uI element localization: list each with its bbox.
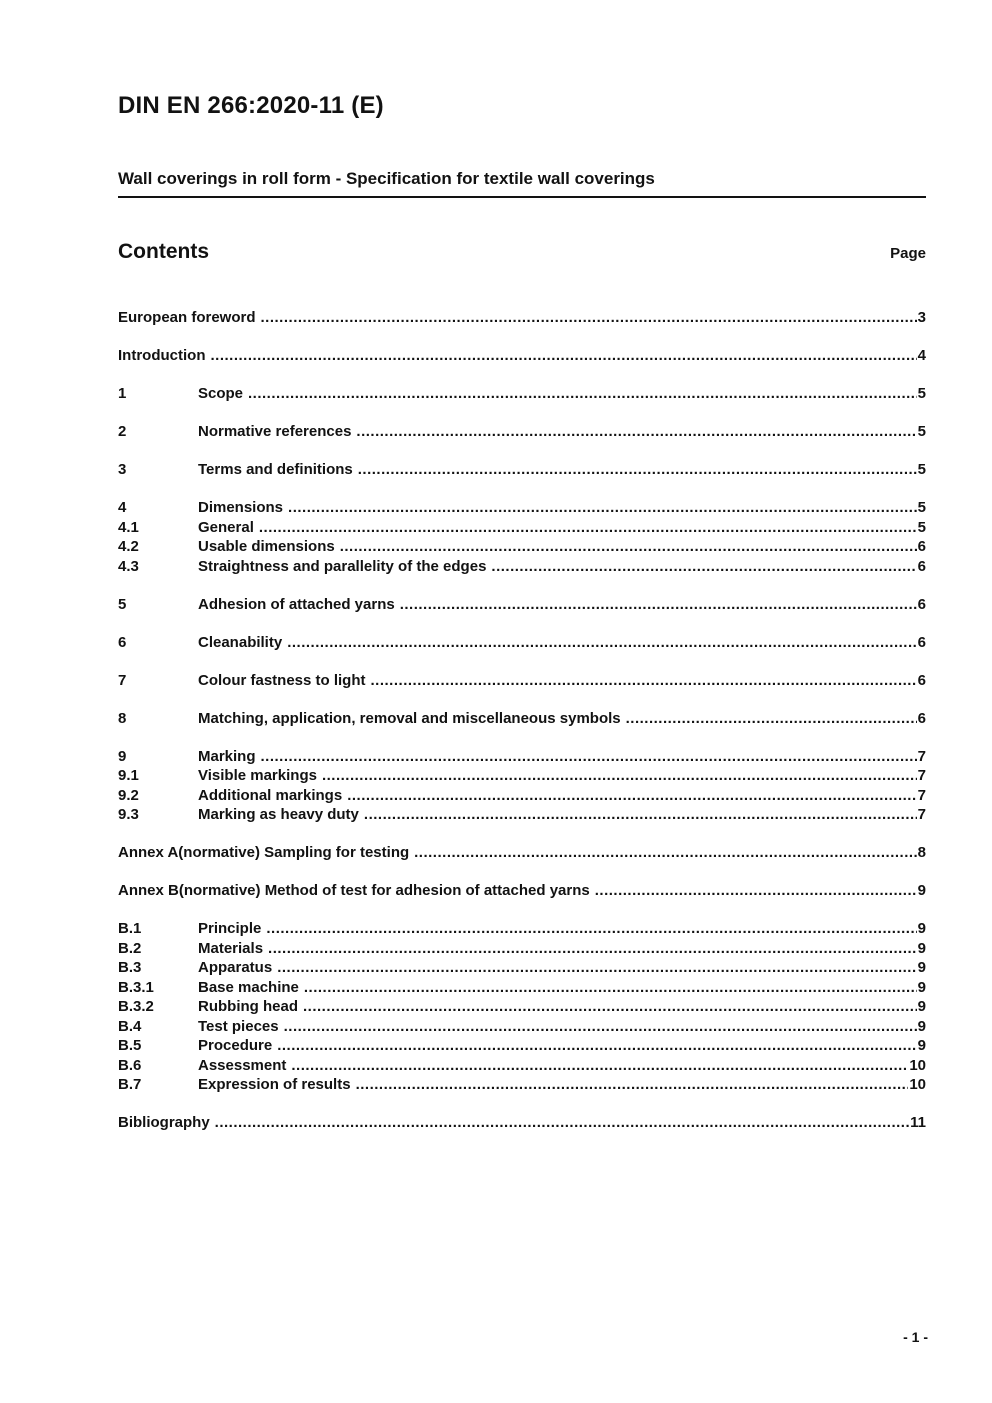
toc-leader-dots — [347, 786, 916, 806]
toc-entry-page: 6 — [917, 633, 926, 651]
toc-group — [118, 633, 926, 653]
toc-entry-label: Visible markings — [198, 767, 317, 784]
toc-entry-label: Terms and definitions — [198, 461, 353, 478]
toc-entry-number: 1 — [118, 385, 127, 402]
toc-entry — [118, 978, 926, 998]
toc-entry-page: 4 — [917, 347, 926, 364]
toc-entry-page: 6 — [917, 557, 926, 575]
toc-leader-dots — [248, 384, 917, 404]
toc-entry-label: Annex B(normative) Method of test for adhesion of attached yarns — [118, 882, 590, 899]
page-column-label: Page — [890, 245, 926, 262]
toc-entry-number: 6 — [118, 633, 127, 651]
toc-leader-dots — [364, 805, 917, 825]
toc-entry-number: B.3.1 — [118, 978, 154, 996]
toc-entry — [118, 308, 926, 328]
toc-entry-label: Adhesion of attached yarns — [198, 595, 395, 613]
toc-entry-label: Rubbing head — [198, 998, 298, 1015]
toc-entry-label: Usable dimensions — [198, 538, 335, 555]
toc-leader-dots — [491, 557, 916, 577]
toc-entry-label: Matching, application, removal and miscellaneous symbols — [198, 709, 621, 727]
toc-entry — [118, 498, 926, 518]
toc-entry-page: 5 — [917, 499, 926, 516]
toc-entry-number: B.6 — [118, 1056, 142, 1074]
toc-group — [118, 709, 926, 729]
toc-leader-dots — [259, 518, 917, 538]
toc-entry — [118, 805, 926, 825]
toc-group — [118, 843, 926, 863]
toc-entry — [118, 1113, 926, 1133]
toc-leader-dots — [266, 919, 916, 939]
toc-group — [118, 747, 926, 825]
toc-entry — [118, 1017, 926, 1037]
toc-entry-label: Introduction — [118, 347, 206, 364]
toc-entry-label: Colour fastness to light — [198, 671, 366, 689]
toc-entry-page: 9 — [917, 959, 926, 976]
toc-entry-label: Additional markings — [198, 786, 343, 804]
toc-entry-page: 9 — [917, 998, 926, 1015]
toc-entry-label: Materials — [198, 939, 264, 957]
toc-entry — [118, 346, 926, 366]
toc-entry-page: 9 — [917, 1017, 926, 1035]
toc-entry-number: 7 — [118, 671, 127, 689]
toc-entry-label: Assessment — [198, 1056, 287, 1074]
toc-entry-page: 5 — [917, 518, 926, 536]
toc-entry-number: 4.2 — [118, 538, 139, 555]
toc-group — [118, 919, 926, 1095]
toc-entry — [118, 766, 926, 786]
toc-entry — [118, 709, 926, 729]
toc-entry-number: 3 — [118, 461, 127, 478]
toc-leader-dots — [287, 633, 916, 653]
toc-entry-label: Scope — [198, 385, 244, 402]
toc-group — [118, 422, 926, 442]
toc-entry — [118, 958, 926, 978]
toc-leader-dots — [261, 747, 917, 767]
toc-entry-number: 4.3 — [118, 557, 139, 575]
toc-leader-dots — [371, 671, 917, 691]
toc-entry-label: Bibliography — [118, 1114, 210, 1131]
toc-leader-dots — [288, 498, 917, 518]
page-footer — [903, 1329, 928, 1345]
toc-entry-page: 6 — [917, 538, 926, 555]
toc-entry — [118, 460, 926, 480]
toc-entry-page: 7 — [917, 747, 926, 765]
toc-leader-dots — [414, 843, 917, 863]
toc-leader-dots — [304, 978, 917, 998]
toc-entry-page: 7 — [917, 806, 926, 823]
toc-entry-number: B.3.2 — [118, 998, 154, 1015]
toc-entry-page: 9 — [917, 882, 926, 899]
toc-entry-page: 9 — [917, 978, 926, 996]
toc-entry-label: Test pieces — [198, 1017, 279, 1035]
toc-entry-label: Procedure — [198, 1037, 273, 1054]
toc-entry-page: 7 — [917, 786, 926, 804]
toc-entry-page: 11 — [910, 1114, 926, 1131]
toc-entry-page: 5 — [917, 423, 926, 440]
toc-entry-page: 6 — [917, 595, 926, 613]
toc-entry-page: 5 — [917, 461, 926, 478]
toc-entry — [118, 881, 926, 901]
toc-entry-label: Apparatus — [198, 959, 273, 976]
toc-entry-page: 6 — [917, 709, 926, 727]
toc-leader-dots — [210, 346, 916, 366]
toc-group — [118, 308, 926, 328]
toc-entry — [118, 384, 926, 404]
toc-entry-page: 7 — [917, 767, 926, 784]
toc-entry-label: General — [198, 518, 254, 536]
toc-entry — [118, 422, 926, 442]
toc-entry — [118, 1075, 926, 1095]
toc-leader-dots — [291, 1056, 908, 1076]
toc-group — [118, 1113, 926, 1133]
toc-entry-label: European foreword — [118, 309, 256, 326]
toc-group — [118, 346, 926, 366]
toc-leader-dots — [595, 881, 917, 901]
toc-entry — [118, 537, 926, 557]
toc-entry-label: Marking — [198, 747, 256, 765]
toc-entry-label: Base machine — [198, 978, 299, 996]
toc-leader-dots — [356, 1075, 909, 1095]
toc-leader-dots — [322, 766, 917, 786]
toc-entry-number: 9.3 — [118, 806, 139, 823]
toc-leader-dots — [626, 709, 917, 729]
toc-entry-number: 5 — [118, 595, 127, 613]
toc-entry-label: Expression of results — [198, 1076, 351, 1093]
toc-leader-dots — [303, 997, 917, 1017]
toc-leader-dots — [268, 939, 917, 959]
contents-header — [118, 240, 926, 264]
toc-entry — [118, 595, 926, 615]
toc-entry-number: 8 — [118, 709, 127, 727]
toc-entry — [118, 1036, 926, 1056]
toc-entry-page: 3 — [917, 309, 926, 326]
toc-leader-dots — [277, 958, 916, 978]
document-number: DIN EN 266:2020-11 (E) — [118, 92, 384, 119]
toc-entry — [118, 997, 926, 1017]
contents-heading: Contents — [118, 240, 209, 263]
toc-entry-label: Marking as heavy duty — [198, 806, 359, 823]
toc-group — [118, 595, 926, 615]
toc-entry-page: 10 — [909, 1076, 926, 1093]
toc-entry-number: B.4 — [118, 1017, 142, 1035]
toc-entry-number: 4 — [118, 499, 127, 516]
toc-entry-page: 9 — [917, 920, 926, 937]
toc-entry-page: 5 — [917, 385, 926, 402]
toc-leader-dots — [277, 1036, 916, 1056]
toc-entry — [118, 633, 926, 653]
toc-entry — [118, 1056, 926, 1076]
toc-entry-number: 9.1 — [118, 767, 139, 784]
toc-entry-page: 9 — [917, 1037, 926, 1054]
toc-entry — [118, 843, 926, 863]
toc-group — [118, 384, 926, 404]
toc-entry-number: B.7 — [118, 1076, 142, 1093]
toc-entry-number: B.3 — [118, 959, 142, 976]
toc-leader-dots — [358, 460, 917, 480]
toc-entry — [118, 671, 926, 691]
toc-entry — [118, 786, 926, 806]
toc-entry-number: 9 — [118, 747, 127, 765]
toc-group — [118, 460, 926, 480]
toc-entry-number: B.5 — [118, 1037, 142, 1054]
toc-group — [118, 881, 926, 901]
toc-group — [118, 498, 926, 576]
toc-entry-number: 2 — [118, 423, 127, 440]
toc-leader-dots — [261, 308, 917, 328]
page-number: - 1 - — [903, 1329, 928, 1345]
toc-leader-dots — [284, 1017, 917, 1037]
toc-entry — [118, 747, 926, 767]
toc-entry — [118, 919, 926, 939]
toc-entry-page: 6 — [917, 671, 926, 689]
toc-leader-dots — [340, 537, 917, 557]
toc-group — [118, 671, 926, 691]
toc-entry-page: 9 — [917, 939, 926, 957]
toc-entry — [118, 518, 926, 538]
toc-entry-label: Cleanability — [198, 633, 283, 651]
toc-entry-label: Dimensions — [198, 499, 284, 516]
toc-list — [118, 308, 926, 1133]
toc-entry-label: Normative references — [198, 423, 352, 440]
toc-entry-label: Straightness and parallelity of the edges — [198, 557, 487, 575]
toc-entry-number: 4.1 — [118, 518, 139, 536]
toc-entry-number: B.2 — [118, 939, 142, 957]
toc-entry-page: 10 — [909, 1056, 926, 1074]
toc-entry-number: B.1 — [118, 920, 142, 937]
toc-entry-label: Annex A(normative) Sampling for testing — [118, 844, 410, 861]
toc-entry-number: 9.2 — [118, 786, 139, 804]
toc-entry-label: Principle — [198, 920, 262, 937]
document-title: Wall coverings in roll form - Specification for textile wall coverings — [118, 169, 926, 198]
toc-leader-dots — [400, 595, 917, 615]
toc-leader-dots — [215, 1113, 909, 1133]
toc-entry-page: 8 — [917, 844, 926, 861]
toc-entry — [118, 939, 926, 959]
toc-entry — [118, 557, 926, 577]
toc-leader-dots — [356, 422, 916, 442]
